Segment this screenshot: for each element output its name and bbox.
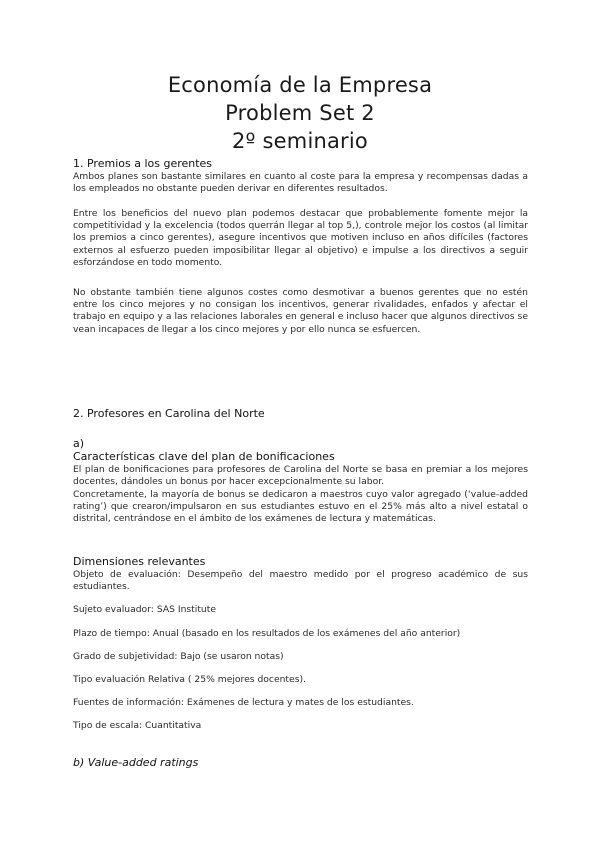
doc-title-line-1: Economía de la Empresa xyxy=(167,73,433,97)
plan-features-heading: Características clave del plan de bonificaciones xyxy=(73,450,335,463)
section-1-heading: 1. Premios a los gerentes xyxy=(73,157,213,170)
part-b-heading: b) Value-added ratings xyxy=(73,756,199,769)
section-2-heading: 2. Profesores en Carolina del Norte xyxy=(73,407,265,420)
dimension-tipo-evaluacion: Tipo evaluación Relativa ( 25% mejores docentes). xyxy=(73,674,306,685)
doc-title-line-2: Problem Set 2 xyxy=(225,101,375,125)
dimension-escala: Tipo de escala: Cuantitativa xyxy=(73,720,202,731)
dimension-fuentes: Fuentes de información: Exámenes de lectura y mates de los estudiantes. xyxy=(73,697,414,708)
section-1-paragraph-1: Ambos planes son bastante similares en cuanto al coste para la empresa y recompensas dadas a los empleados no obstante pueden derivar en diferentes resultados. xyxy=(73,171,528,195)
dimension-grado: Grado de subjetividad: Bajo (se usaron notas) xyxy=(73,651,284,662)
plan-features-paragraph-1: El plan de bonificaciones para profesores de Carolina del Norte se basa en premiar a los mejores docentes, dándoles un bonus por hacer excepcionalmente su labor. xyxy=(73,464,528,488)
dimension-objeto: Objeto de evaluación: Desempeño del maestro medido por el progreso académico de sus estudiantes. xyxy=(73,569,528,593)
doc-title-line-3: 2º seminario xyxy=(232,129,368,153)
section-1-paragraph-3: No obstante también tiene algunos costes como desmotivar a buenos gerentes que no estén entre los cinco mejores y no consigan los incentivos, generar rivalidades, enfados y afectar el trabajo en equipo y a las relaciones laborales en general e incluso hacer que algunos directivos se vean incapaces de llegar a los cinco mejores y por ello nunca se esfuercen. xyxy=(73,287,528,335)
section-1-paragraph-2: Entre los beneficios del nuevo plan podemos destacar que probablemente fomente mejor la competitividad y la excelencia (todos querrán llegar al top 5,), controle mejor los costos (al limitar los premios a cinco gerentes), asegure incentivos que motiven incluso en años difíciles (factores externos al esfuerzo pueden imposibilitar llegar al objetivo) e impulse a los directivos a seguir esforzándose en todo momento. xyxy=(73,208,528,268)
plan-features-paragraph-2: Concretamente, la mayoría de bonus se dedicaron a maestros cuyo valor agregado (‘value-added rating’) que crearon/impulsaron en sus estudiantes estuvo en el 25% más alto a nivel estatal o distrital, centrándose en el ámbito de los exámenes de lectura y matemáticas. xyxy=(73,489,528,525)
dimensions-heading: Dimensiones relevantes xyxy=(73,555,206,568)
part-a-label: a) xyxy=(73,437,85,450)
dimension-plazo: Plazo de tiempo: Anual (basado en los resultados de los exámenes del año anterior) xyxy=(73,628,461,639)
dimension-sujeto: Sujeto evaluador: SAS Institute xyxy=(73,604,217,615)
